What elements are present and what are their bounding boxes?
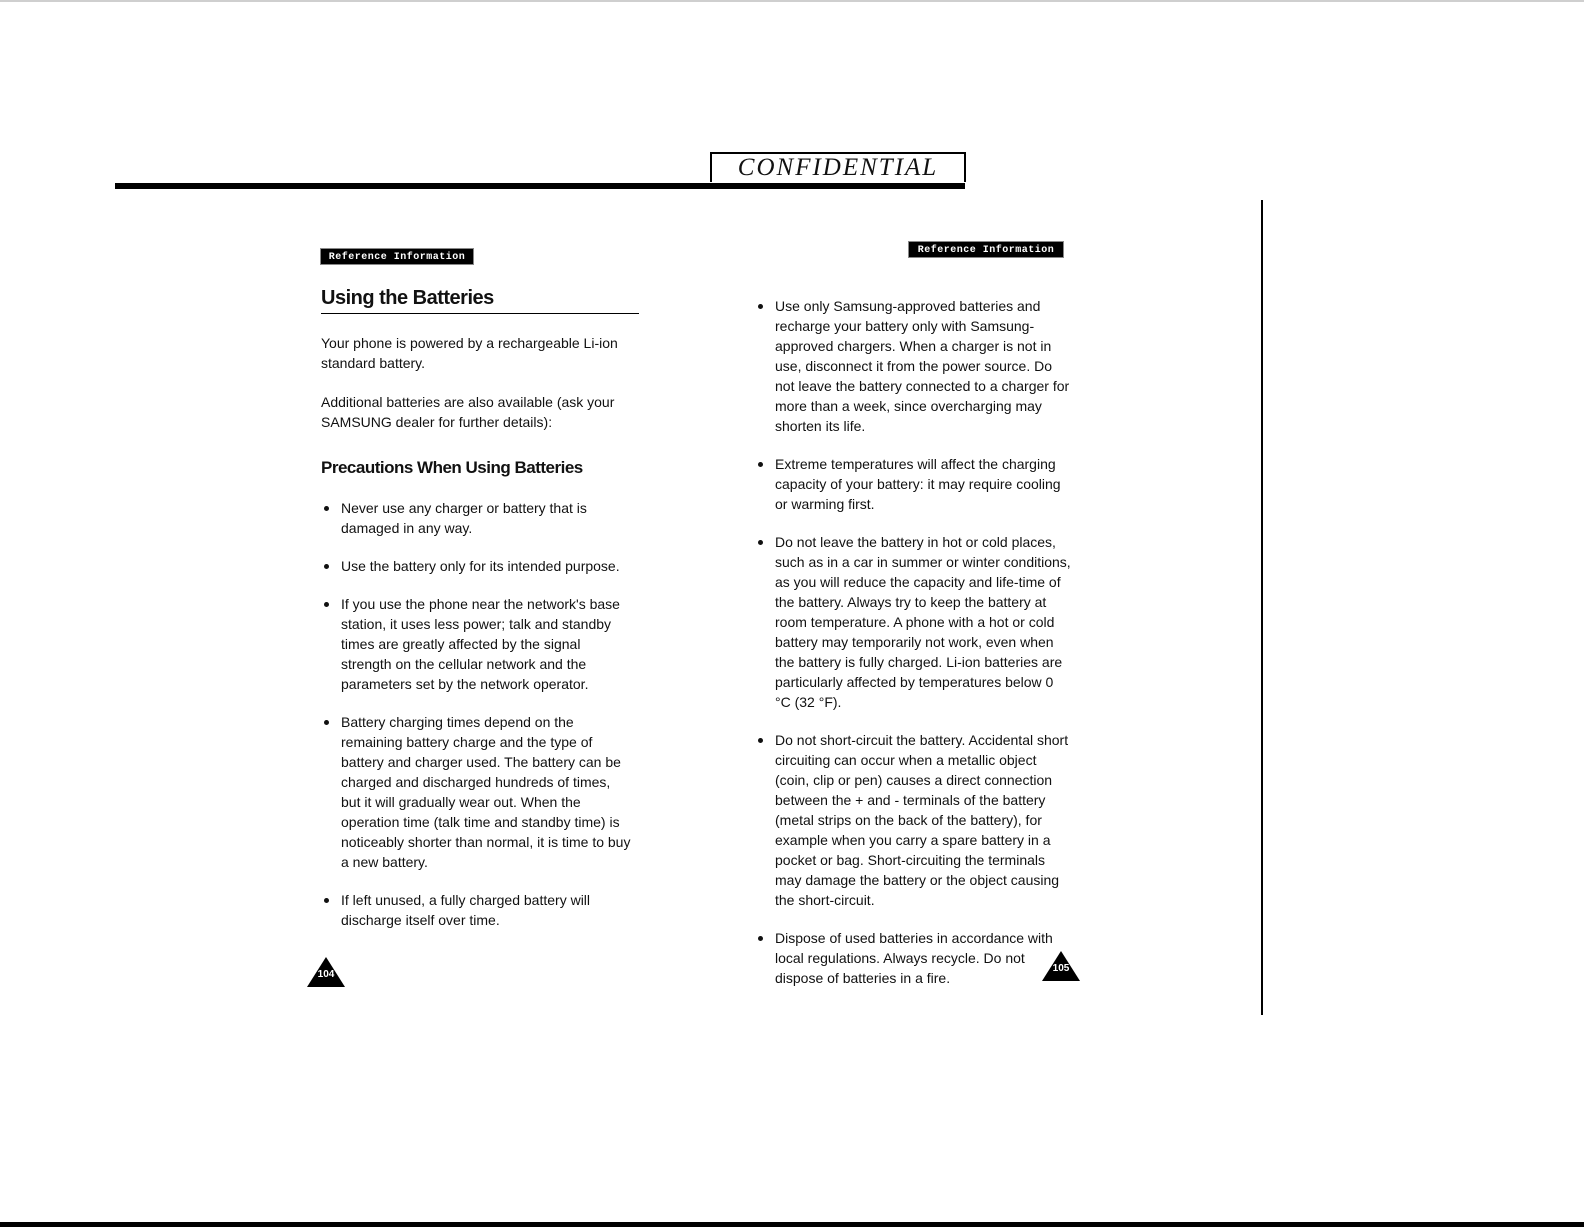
list-item: If you use the phone near the network's base station, it uses less power; talk and standby times are greatly affected by the signal strength on the cellular network and the parameters set by the network operator. — [321, 594, 631, 694]
precautions-list — [321, 498, 631, 948]
bullet-icon — [758, 462, 763, 467]
bullet-icon — [324, 564, 329, 569]
bullet-icon — [758, 738, 763, 743]
bullet-icon — [758, 540, 763, 545]
bullet-icon — [324, 898, 329, 903]
section-tag-left: Reference Information — [321, 249, 473, 264]
header-rule — [115, 183, 965, 189]
bullet-icon — [324, 720, 329, 725]
section-tag-right: Reference Information — [909, 242, 1063, 257]
page-number-right: 105 — [1041, 950, 1081, 982]
availability-paragraph: Additional batteries are also available (ask your SAMSUNG dealer for further details): — [321, 394, 615, 430]
bottom-edge-rule — [0, 1222, 1584, 1227]
bullet-icon — [324, 602, 329, 607]
list-item: If left unused, a fully charged battery will discharge itself over time. — [321, 890, 631, 930]
page-edge-line — [1261, 200, 1263, 1015]
list-item: Never use any charger or battery that is damaged in any way. — [321, 498, 631, 538]
list-item: Use only Samsung-approved batteries and recharge your battery only with Samsung-approved chargers. When a charger is not in use, disconnect it from the power source. Do not leave the battery connected to a charger for more than a week, since overcharging may shorten its life. — [755, 296, 1071, 436]
battery-tips-list — [755, 296, 1071, 1006]
list-item: Use the battery only for its intended purpose. — [321, 556, 631, 576]
list-item: Do not short-circuit the battery. Accidental short circuiting can occur when a metallic object (coin, clip or pen) causes a direct connection between the + and - terminals of the battery (metal strips on the back of the battery), for example when you carry a spare battery in a pocket or bag. Short-circuiting the terminals may damage the battery or the object causing the short-circuit. — [755, 730, 1071, 910]
precautions-heading: Precautions When Using Batteries — [321, 458, 583, 477]
confidential-stamp: CONFIDENTIAL — [710, 152, 966, 182]
list-item: Extreme temperatures will affect the charging capacity of your battery: it may require cooling or warming first. — [755, 454, 1071, 514]
list-item: Do not leave the battery in hot or cold places, such as in a car in summer or winter conditions, as you will reduce the capacity and life-time of the battery. Always try to keep the battery at room temperature. A phone with a hot or cold battery may temporarily not work, even when the battery is fully charged. Li-ion batteries are particularly affected by temperatures below 0 °C (32 °F). — [755, 532, 1071, 712]
top-edge-rule — [0, 0, 1584, 2]
list-item: Dispose of used batteries in accordance with local regulations. Always recycle. Do not dispose of batteries in a fire. — [755, 928, 1071, 988]
bullet-icon — [324, 506, 329, 511]
list-item: Battery charging times depend on the remaining battery charge and the type of battery and charger used. The battery can be charged and discharged hundreds of times, but it will gradually wear out. When the operation time (talk time and standby time) is noticeably shorter than normal, it is time to buy a new battery. — [321, 712, 631, 872]
page-title: Using the Batteries — [321, 288, 639, 314]
page-number-left: 104 — [306, 956, 346, 988]
intro-paragraph: Your phone is powered by a rechargeable Li-ion standard battery. — [321, 335, 618, 371]
bullet-icon — [758, 936, 763, 941]
bullet-icon — [758, 304, 763, 309]
